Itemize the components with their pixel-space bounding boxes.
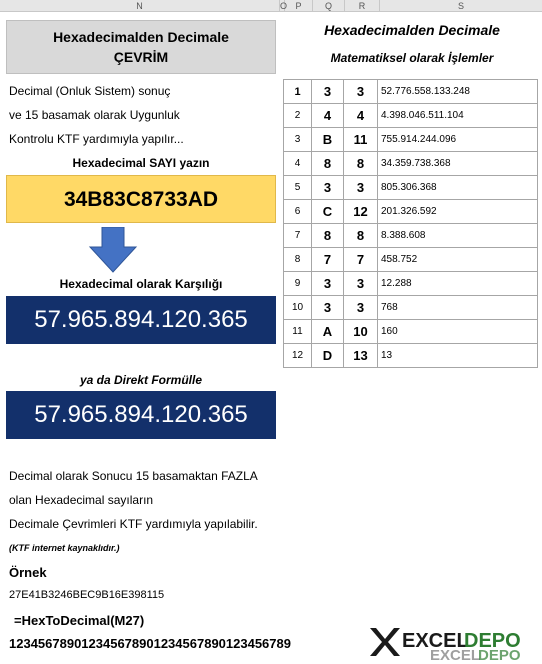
column-header-n[interactable]: N [0,0,280,12]
table-row [284,320,538,344]
table-row [284,80,538,104]
hex-digit-cell[interactable]: 3 [312,272,344,296]
positional-value-cell[interactable]: 12.288 [378,272,538,296]
row-index-cell[interactable]: 7 [284,224,312,248]
table-row [284,176,538,200]
row-index-cell[interactable]: 3 [284,128,312,152]
hex-digit-cell[interactable]: C [312,200,344,224]
positional-value-cell[interactable]: 805.306.368 [378,176,538,200]
example-hex-cell[interactable]: 27E41B3246BEC9B16E398115 [9,589,165,601]
row-index-cell[interactable]: 2 [284,104,312,128]
column-header-s[interactable]: S [457,1,464,11]
row-index-cell[interactable]: 5 [284,176,312,200]
digit-value-cell[interactable]: 8 [344,152,378,176]
hex-digit-cell[interactable]: 4 [312,104,344,128]
ktf-source-note: (KTF internet kaynaklıdır.) [9,543,120,553]
example-formula-cell[interactable]: =HexToDecimal(M27) [14,613,145,628]
logo-shadow-depo: DEPO [478,647,521,662]
column-header-p[interactable]: P [285,0,313,12]
positional-value-cell[interactable]: 458.752 [378,248,538,272]
hex-input-cell[interactable]: 34B83C8733AD [6,175,276,223]
positional-value-cell[interactable]: 52.776.558.133.248 [378,80,538,104]
column-header-r[interactable]: R [345,0,380,12]
result-label: Hexadecimal olarak Karşılığı [59,277,223,291]
result-cell[interactable]: 57.965.894.120.365 [6,296,276,344]
positional-value-cell[interactable]: 13 [378,344,538,368]
digit-value-cell[interactable]: 3 [344,272,378,296]
hex-digit-cell[interactable]: 7 [312,248,344,272]
hex-digit-cell[interactable]: 3 [312,176,344,200]
digit-value-cell[interactable]: 13 [344,344,378,368]
digit-value-cell[interactable]: 11 [344,128,378,152]
column-header-bar [0,0,542,12]
example-result-cell[interactable]: 123456789012345678901234567890123456789 [9,636,291,651]
table-row [284,248,538,272]
row-index-cell[interactable]: 11 [284,320,312,344]
positional-value-cell[interactable]: 768 [378,296,538,320]
row-index-cell[interactable]: 4 [284,152,312,176]
logo-shadow-excel: EXCEL [430,647,481,662]
table-row [284,224,538,248]
down-arrow-icon [88,227,138,273]
positional-value-cell[interactable]: 755.914.244.096 [378,128,538,152]
formula-label: ya da Direkt Formülle [79,373,203,387]
positional-value-cell[interactable]: 201.326.592 [378,200,538,224]
hex-digit-cell[interactable]: A [312,320,344,344]
hex-digit-cell[interactable]: 3 [312,80,344,104]
digit-value-cell[interactable]: 12 [344,200,378,224]
row-index-cell[interactable]: 8 [284,248,312,272]
math-title-line2: Matematiksel olarak İşlemler [330,51,494,65]
digit-value-cell[interactable]: 3 [344,176,378,200]
note-line: Decimal olarak Sonucu 15 basamaktan FAZLA [9,469,258,483]
positional-value-cell[interactable]: 34.359.738.368 [378,152,538,176]
table-row [284,296,538,320]
intro-line: Kontrolu KTF yardımıyla yapılır... [9,132,184,146]
input-label: Hexadecimal SAYI yazın [72,156,210,170]
positional-value-cell[interactable]: 4.398.046.511.104 [378,104,538,128]
note-line: Decimale Çevrimleri KTF yardımıyla yapılabilir. [9,517,258,531]
digit-value-cell[interactable]: 3 [344,296,378,320]
table-row [284,104,538,128]
table-row [284,200,538,224]
formula-result-cell[interactable]: 57.965.894.120.365 [6,391,276,439]
logo-word-depo: DEPO [464,630,521,652]
digit-value-cell[interactable]: 10 [344,320,378,344]
digit-value-cell[interactable]: 3 [344,80,378,104]
row-index-cell[interactable]: 9 [284,272,312,296]
row-index-cell[interactable]: 1 [284,80,312,104]
table-row [284,272,538,296]
row-index-cell[interactable]: 12 [284,344,312,368]
hex-digit-cell[interactable]: 8 [312,152,344,176]
positional-value-cell[interactable]: 160 [378,320,538,344]
hex-digit-cell[interactable]: B [312,128,344,152]
table-row [284,152,538,176]
table-row [284,344,538,368]
math-title-line1: Hexadecimalden Decimale [324,22,500,38]
column-header-o[interactable]: O [280,1,288,11]
conversion-title-line2: ÇEVRİM [113,49,169,65]
positional-value-cell[interactable]: 8.388.608 [378,224,538,248]
note-line: olan Hexadecimal sayıların [9,493,154,507]
example-label: Örnek [9,565,47,580]
conversion-title-box [6,20,276,74]
digit-value-cell[interactable]: 8 [344,224,378,248]
table-row [284,128,538,152]
column-header-q[interactable]: Q [313,0,345,12]
hex-digit-cell[interactable]: 3 [312,296,344,320]
exceldepo-logo [368,622,538,662]
intro-line: Decimal (Onluk Sistem) sonuç [9,84,171,98]
hex-digit-cell[interactable]: D [312,344,344,368]
hex-digit-cell[interactable]: 8 [312,224,344,248]
row-index-cell[interactable]: 10 [284,296,312,320]
calculation-table [283,79,538,368]
intro-line: ve 15 basamak olarak Uygunluk [9,108,180,122]
digit-value-cell[interactable]: 4 [344,104,378,128]
conversion-title-line1: Hexadecimalden Decimale [53,29,229,45]
logo-word-excel: EXCEL [402,630,469,652]
digit-value-cell[interactable]: 7 [344,248,378,272]
row-index-cell[interactable]: 6 [284,200,312,224]
